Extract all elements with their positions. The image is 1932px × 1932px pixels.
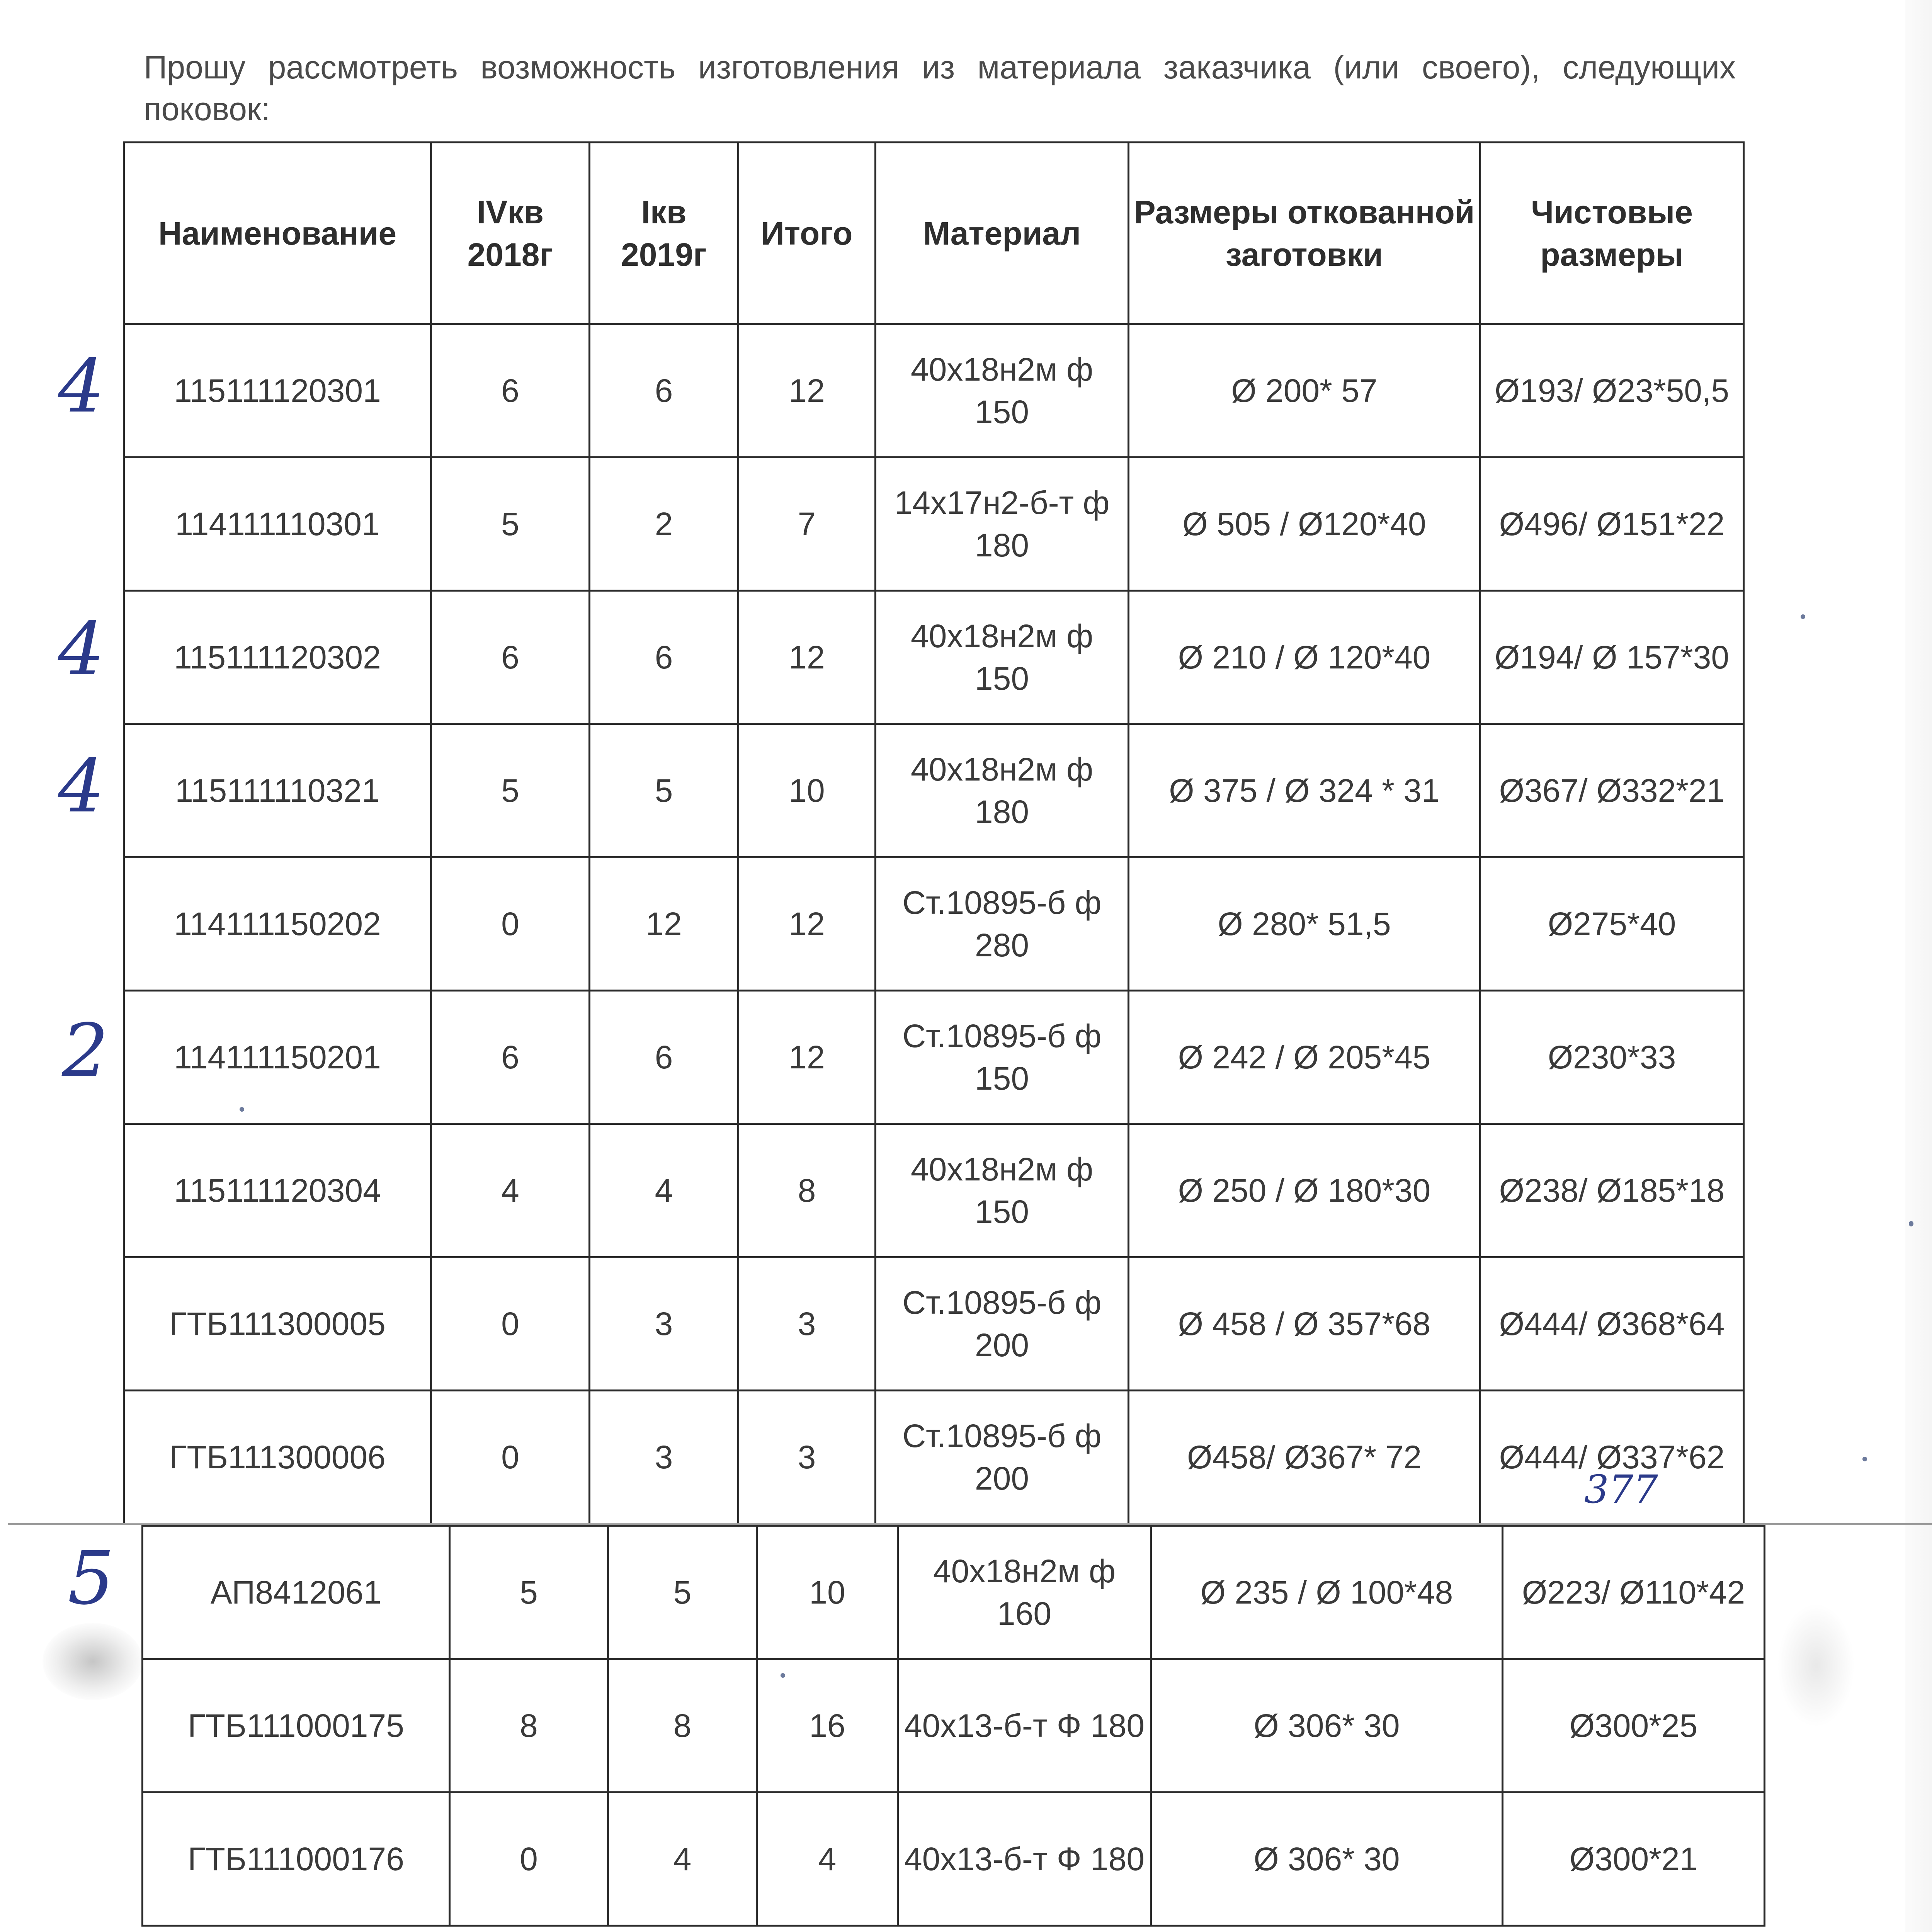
cell-material: 40х13-б-т Ф 180 xyxy=(898,1659,1151,1793)
cell-material: Ст.10895-б ф 280 xyxy=(876,857,1129,991)
cell-material: Ст.10895-б ф 150 xyxy=(876,991,1129,1124)
table-row xyxy=(124,1124,1744,1257)
cell-q1-2019: 4 xyxy=(608,1793,757,1926)
cell-forged-size: Ø 235 / Ø 100*48 xyxy=(1151,1526,1503,1659)
scan-speck xyxy=(1909,1221,1913,1226)
cell-name: ГТБ111300005 xyxy=(124,1257,431,1391)
handwritten-mark-row-6: 2 xyxy=(62,1008,109,1094)
cell-finish-size: Ø230*33 xyxy=(1480,991,1744,1124)
cell-finish-size: Ø194/ Ø 157*30 xyxy=(1480,591,1744,724)
cell-total: 10 xyxy=(757,1526,898,1659)
cell-material: 14х17н2-б-т ф 180 xyxy=(876,457,1129,591)
cell-forged-size: Ø 280* 51,5 xyxy=(1129,857,1480,991)
cell-q4-2018: 5 xyxy=(450,1526,608,1659)
cell-forged-size: Ø 458 / Ø 357*68 xyxy=(1129,1257,1480,1391)
cell-name: 114111150201 xyxy=(124,991,431,1124)
cell-finish-size: Ø223/ Ø110*42 xyxy=(1503,1526,1765,1659)
cell-total: 7 xyxy=(738,457,876,591)
handwritten-correction: 377 xyxy=(1584,1467,1658,1512)
cell-forged-size: Ø 306* 30 xyxy=(1151,1659,1503,1793)
table-row xyxy=(124,457,1744,591)
handwritten-mark-row-4: 4 xyxy=(58,743,105,829)
cell-q1-2019: 6 xyxy=(590,991,738,1124)
cell-q1-2019: 3 xyxy=(590,1257,738,1391)
table-body-bottom xyxy=(143,1526,1765,1926)
cell-name: 115111120301 xyxy=(124,324,431,457)
cell-q4-2018: 0 xyxy=(431,1391,590,1524)
scan-edge-shadow xyxy=(1905,0,1932,1932)
scan-speck xyxy=(240,1107,244,1112)
cell-q1-2019: 4 xyxy=(590,1124,738,1257)
cell-material: 40х18н2м ф 160 xyxy=(898,1526,1151,1659)
table-row xyxy=(124,324,1744,457)
cell-material: 40х18н2м ф 180 xyxy=(876,724,1129,857)
cell-q4-2018: 0 xyxy=(450,1793,608,1926)
cell-forged-size: Ø 200* 57 xyxy=(1129,324,1480,457)
cell-finish-size: Ø300*21 xyxy=(1503,1793,1765,1926)
cell-name: АП8412061 xyxy=(143,1526,450,1659)
table-row xyxy=(124,991,1744,1124)
cell-q4-2018: 5 xyxy=(431,724,590,857)
cell-name: 114111110301 xyxy=(124,457,431,591)
handwritten-mark-row-1: 4 xyxy=(58,344,105,429)
cell-name: 115111120302 xyxy=(124,591,431,724)
cell-q1-2019: 12 xyxy=(590,857,738,991)
cell-finish-size: Ø300*25 xyxy=(1503,1659,1765,1793)
cell-q1-2019: 6 xyxy=(590,324,738,457)
cell-q4-2018: 0 xyxy=(431,1257,590,1391)
table-header-row xyxy=(124,143,1744,324)
cell-material: 40х18н2м ф 150 xyxy=(876,324,1129,457)
cell-total: 3 xyxy=(738,1257,876,1391)
scan-speck xyxy=(1801,614,1805,619)
cell-name: ГТБ111000176 xyxy=(143,1793,450,1926)
cell-total: 10 xyxy=(738,724,876,857)
cell-name: ГТБ111300006 xyxy=(124,1391,431,1524)
cell-total: 4 xyxy=(757,1793,898,1926)
table-row xyxy=(124,857,1744,991)
cell-material: Ст.10895-б ф 200 xyxy=(876,1391,1129,1524)
header-forged-size: Размеры откованной заготовки xyxy=(1129,143,1480,324)
header-q1-2019: Iкв 2019г xyxy=(590,143,738,324)
cell-q4-2018: 8 xyxy=(450,1659,608,1793)
table-row xyxy=(124,724,1744,857)
cell-total: 12 xyxy=(738,991,876,1124)
cell-q4-2018: 6 xyxy=(431,991,590,1124)
handwritten-mark-row-10: 5 xyxy=(68,1536,114,1621)
header-material: Материал xyxy=(876,143,1129,324)
cell-name: ГТБ111000175 xyxy=(143,1659,450,1793)
cell-q1-2019: 6 xyxy=(590,591,738,724)
cell-q4-2018: 6 xyxy=(431,591,590,724)
cell-q1-2019: 3 xyxy=(590,1391,738,1524)
cell-forged-size: Ø 375 / Ø 324 * 31 xyxy=(1129,724,1480,857)
table-row xyxy=(124,1391,1744,1524)
cell-q1-2019: 5 xyxy=(608,1526,757,1659)
cell-name: 115111110321 xyxy=(124,724,431,857)
cell-material: Ст.10895-б ф 200 xyxy=(876,1257,1129,1391)
table-body-top xyxy=(124,324,1744,1524)
cell-q4-2018: 5 xyxy=(431,457,590,591)
cell-q4-2018: 6 xyxy=(431,324,590,457)
cell-finish-size: Ø444/ Ø368*64 xyxy=(1480,1257,1744,1391)
cell-forged-size: Ø 210 / Ø 120*40 xyxy=(1129,591,1480,724)
cell-finish-size: Ø238/ Ø185*18 xyxy=(1480,1124,1744,1257)
cell-total: 12 xyxy=(738,857,876,991)
cell-q1-2019: 8 xyxy=(608,1659,757,1793)
cell-total: 16 xyxy=(757,1659,898,1793)
cell-total: 12 xyxy=(738,591,876,724)
table-row xyxy=(143,1793,1765,1926)
handwritten-mark-row-3: 4 xyxy=(58,606,105,692)
cell-name: 115111120304 xyxy=(124,1124,431,1257)
header-total: Итого xyxy=(738,143,876,324)
scan-smudge xyxy=(43,1623,143,1700)
scan-speck xyxy=(1862,1457,1867,1461)
scan-speck xyxy=(781,1673,785,1678)
cell-q1-2019: 5 xyxy=(590,724,738,857)
cell-finish-size: Ø444/ Ø337*62 xyxy=(1480,1391,1744,1524)
cell-material: 40х18н2м ф 150 xyxy=(876,1124,1129,1257)
table-row xyxy=(124,591,1744,724)
cell-finish-size: Ø367/ Ø332*21 xyxy=(1480,724,1744,857)
cell-finish-size: Ø496/ Ø151*22 xyxy=(1480,457,1744,591)
cell-q4-2018: 4 xyxy=(431,1124,590,1257)
scan-smudge-right xyxy=(1777,1604,1855,1727)
cell-total: 3 xyxy=(738,1391,876,1524)
request-intro-text: Прошу рассмотреть возможность изготовления из материала заказчика (или своего), следующих поковок: xyxy=(144,49,1736,127)
cell-total: 8 xyxy=(738,1124,876,1257)
cell-forged-size: Ø 242 / Ø 205*45 xyxy=(1129,991,1480,1124)
table-row xyxy=(143,1659,1765,1793)
header-finish-size: Чистовые размеры xyxy=(1480,143,1744,324)
cell-forged-size: Ø458/ Ø367* 72 xyxy=(1129,1391,1480,1524)
cell-forged-size: Ø 505 / Ø120*40 xyxy=(1129,457,1480,591)
cell-q1-2019: 2 xyxy=(590,457,738,591)
cell-material: 40х18н2м ф 150 xyxy=(876,591,1129,724)
cell-finish-size: Ø275*40 xyxy=(1480,857,1744,991)
forgings-table-continued xyxy=(141,1525,1765,1927)
cell-q4-2018: 0 xyxy=(431,857,590,991)
table-row xyxy=(124,1257,1744,1391)
table-row xyxy=(143,1526,1765,1659)
cell-forged-size: Ø 250 / Ø 180*30 xyxy=(1129,1124,1480,1257)
cell-material: 40х13-б-т Ф 180 xyxy=(898,1793,1151,1926)
header-q4-2018: IVкв 2018г xyxy=(431,143,590,324)
forgings-table xyxy=(123,141,1745,1525)
header-name: Наименование xyxy=(124,143,431,324)
cell-forged-size: Ø 306* 30 xyxy=(1151,1793,1503,1926)
cell-total: 12 xyxy=(738,324,876,457)
cell-finish-size: Ø193/ Ø23*50,5 xyxy=(1480,324,1744,457)
cell-name: 114111150202 xyxy=(124,857,431,991)
